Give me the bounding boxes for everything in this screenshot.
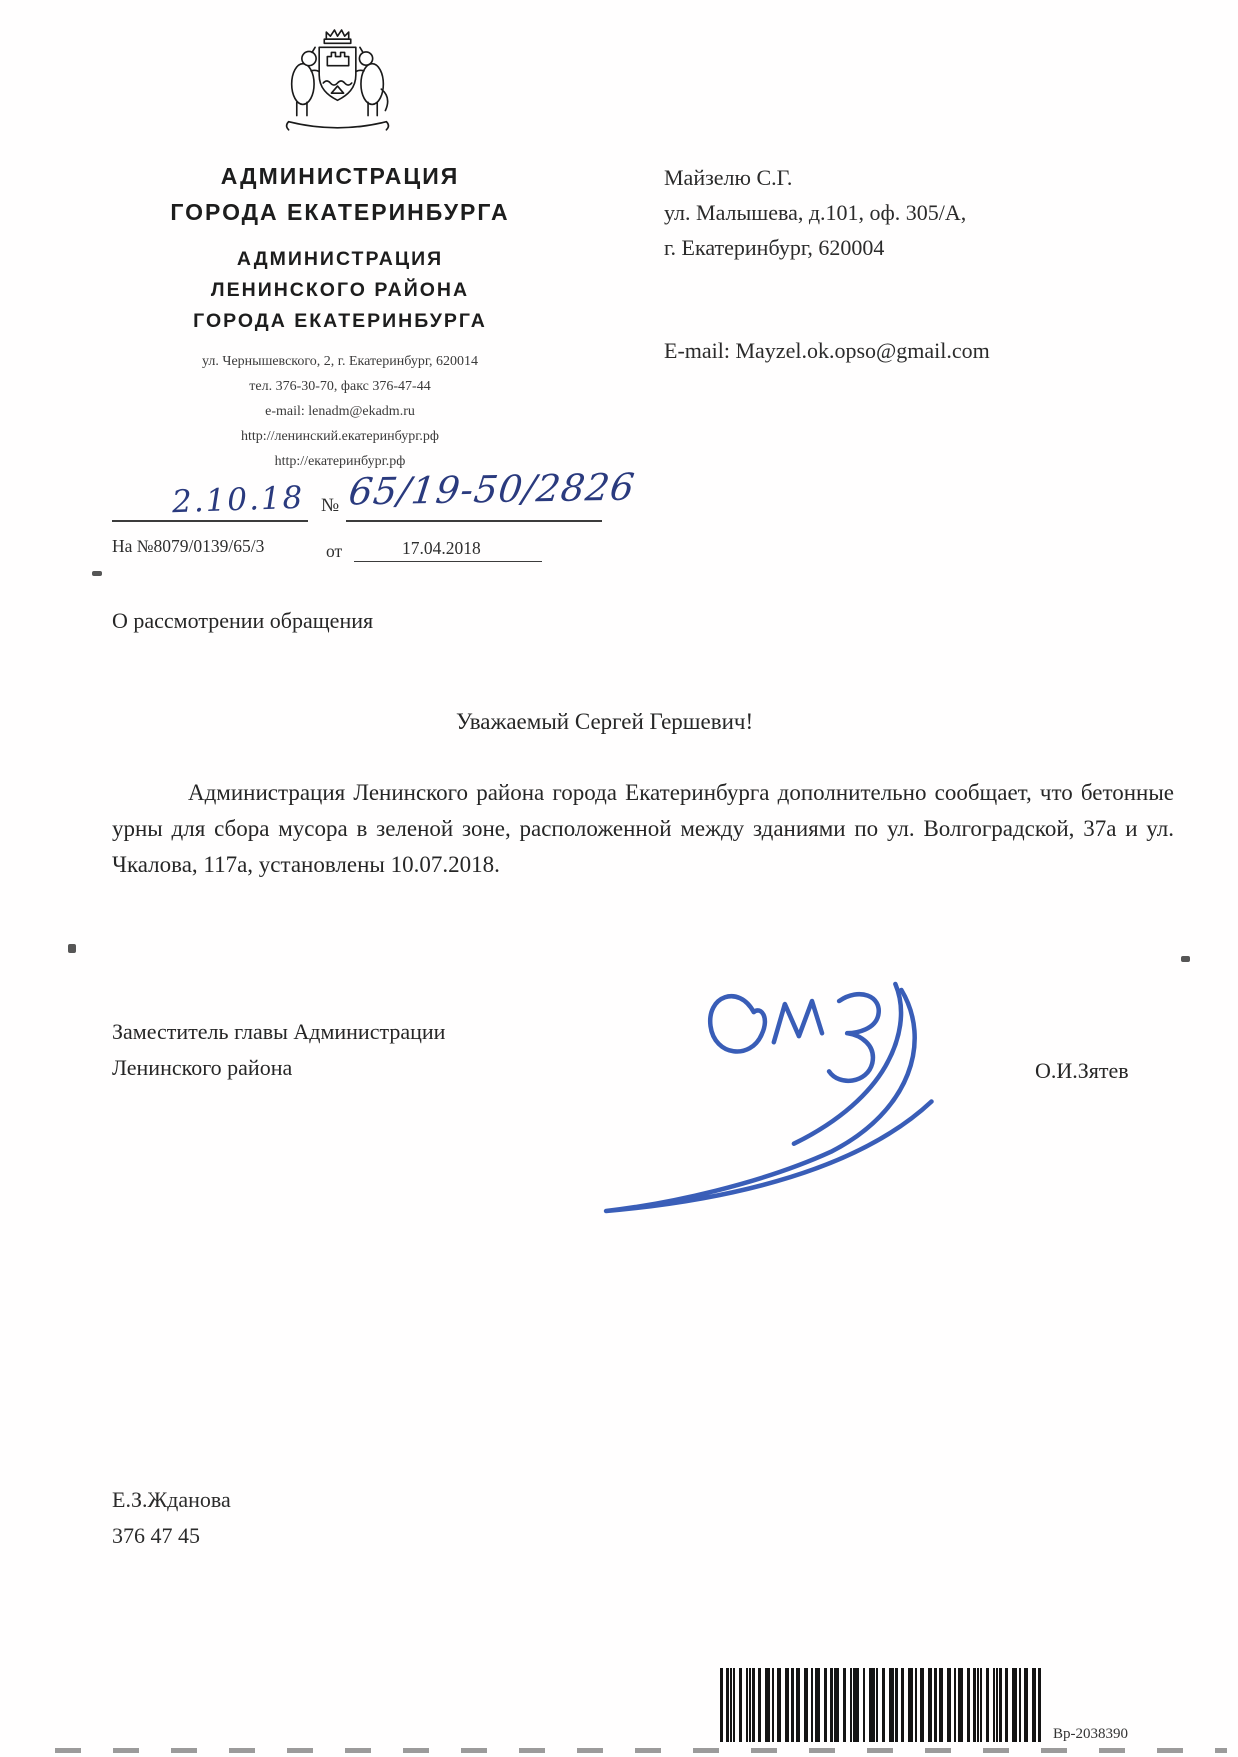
- department-name: [128, 244, 552, 337]
- scan-artifact: [1181, 956, 1190, 962]
- letterhead-address: ул. Чернышевского, 2, г. Екатеринбург, 620014: [201, 354, 479, 369]
- scan-artifact: [68, 944, 76, 953]
- letterhead-phone: тел. 376-30-70, факс 376-47-44: [249, 379, 431, 394]
- recipient-block: [664, 160, 966, 265]
- signer-position-line-1: Заместитель главы Администрации: [112, 1019, 446, 1044]
- number-sign: №: [321, 495, 340, 516]
- letter-body-paragraph: Администрация Ленинского района города Екатеринбурга дополнительно сообщает, что бетонные урны для сбора мусора в зеленой зоне, расположенной между зданиями по ул. Волгоградской, 37а и ул. Чкалова, 117а, установлены 10.07.2018.: [112, 780, 1174, 877]
- signer-position-line-2: Ленинского района: [112, 1055, 293, 1080]
- signer-position: [112, 1014, 445, 1086]
- recipient-name: Майзелю С.Г.: [664, 165, 793, 190]
- number-underline: [346, 520, 602, 522]
- dept-line-2: ЛЕНИНСКОГО РАЙОНА: [210, 279, 470, 301]
- letterhead-contacts: [128, 349, 552, 474]
- yekaterinburg-coat-of-arms-icon: [278, 28, 396, 138]
- incoming-date: 17.04.2018: [402, 538, 481, 558]
- date-underline: [112, 520, 308, 522]
- barcode-code: Вр-2038390: [1053, 1726, 1128, 1742]
- org-line-1: АДМИНИСТРАЦИЯ: [220, 163, 460, 189]
- salutation: Уважаемый Сергей Гершевич!: [456, 709, 754, 734]
- executor-block: [112, 1482, 231, 1554]
- dept-line-1: АДМИНИСТРАЦИЯ: [236, 248, 444, 270]
- executor-phone: 376 47 45: [112, 1523, 200, 1548]
- recipient-address-2: г. Екатеринбург, 620004: [664, 235, 885, 260]
- letterhead: [128, 158, 552, 474]
- from-label: от: [326, 541, 343, 561]
- letterhead-website-2: http://екатеринбург.рф: [274, 454, 406, 469]
- incoming-date-underline: [354, 561, 542, 562]
- scan-artifact: [92, 571, 102, 576]
- letter-subject: О рассмотрении обращения: [112, 608, 374, 633]
- recipient-email: E-mail: Mayzel.ok.opso@gmail.com: [664, 338, 990, 363]
- letterhead-website-1: http://ленинский.екатеринбург.рф: [241, 429, 439, 444]
- barcode-image: [720, 1668, 1042, 1742]
- executor-name: Е.З.Жданова: [112, 1487, 231, 1512]
- recipient-address-1: ул. Малышева, д.101, оф. 305/А,: [664, 200, 967, 225]
- scan-edge-artifact: [55, 1748, 1227, 1753]
- incoming-number: На №8079/0139/65/3: [112, 536, 265, 556]
- handwritten-signature-icon: [588, 968, 1040, 1238]
- dept-line-3: ГОРОДА ЕКАТЕРИНБУРГА: [193, 310, 487, 332]
- handwritten-outgoing-date: 2.10.18: [171, 479, 305, 521]
- signer-name: О.И.Зятев: [1035, 1058, 1129, 1083]
- letterhead-email: e-mail: lenadm@ekadm.ru: [265, 404, 415, 419]
- handwritten-outgoing-number: 65/19-50/2826: [346, 465, 638, 514]
- org-line-2: ГОРОДА ЕКАТЕРИНБУРГА: [170, 199, 510, 225]
- organization-name: [128, 158, 552, 230]
